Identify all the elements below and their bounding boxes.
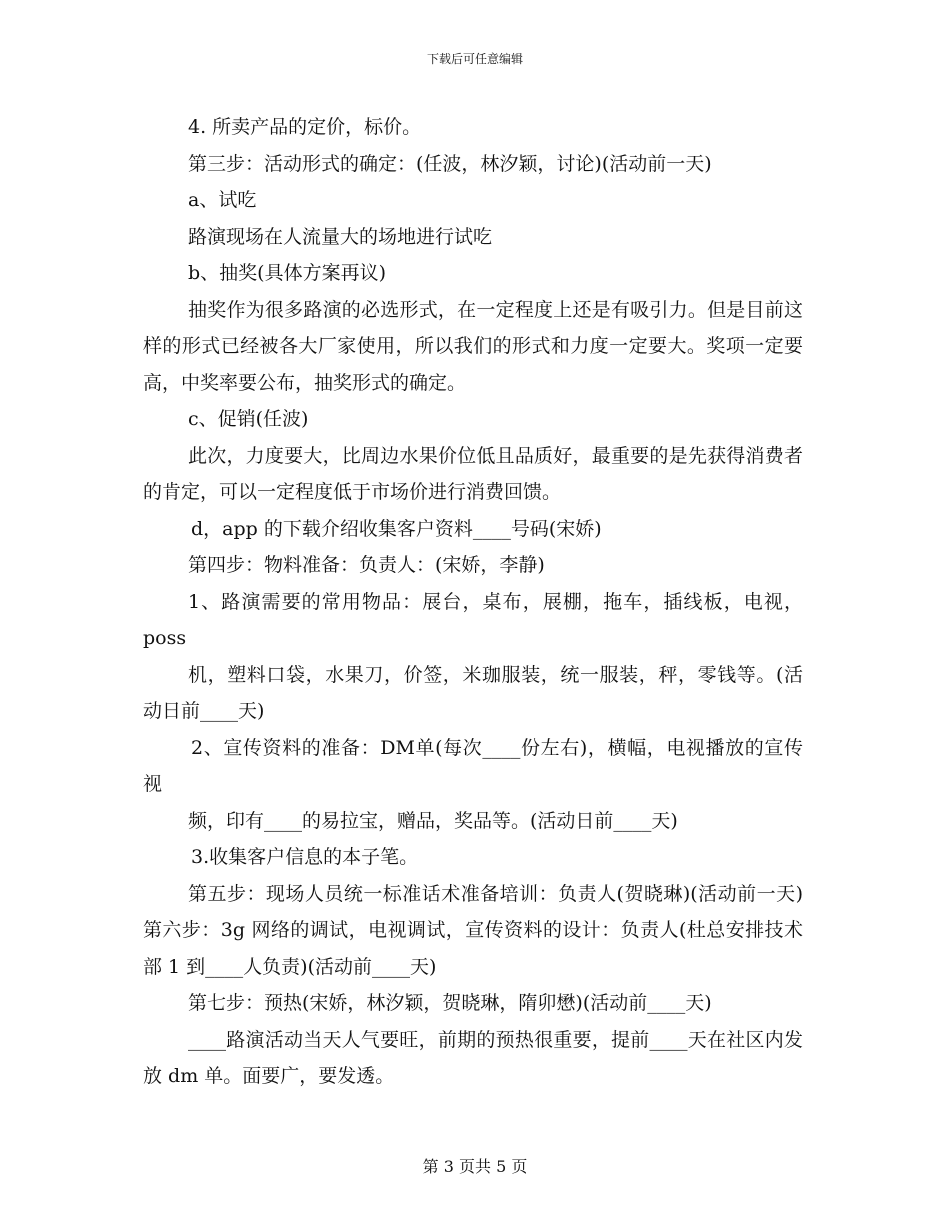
- paragraph: d，app 的下载介绍收集客户资料____号码(宋娇): [191, 517, 602, 540]
- document-body: [143, 109, 803, 1095]
- paragraph: 3.收集客户信息的本子笔。: [191, 846, 419, 868]
- paragraph: 抽奖作为很多路演的必选形式，在一定程度上还是有吸引力。但是目前这样的形式已经被各大厂家使用，所以我们的形式和力度一定要大。奖项一定要高，中奖率要公布，抽奖形式的确定。: [143, 298, 803, 394]
- paragraph: c、促销(任波): [188, 408, 309, 430]
- paragraph: 第七步：预热(宋娇，林汐颖，贺晓琳，隋卯懋)(活动前____天): [188, 992, 712, 1014]
- paragraph: 第三步：活动形式的确定：(任波，林汐颖，讨论)(活动前一天): [188, 152, 712, 175]
- paragraph: 4. 所卖产品的定价，标价。: [188, 116, 422, 138]
- paragraph: 第五步：现场人员统一标准话术准备培训：负责人(贺晓琳)(活动前一天)第六步：3g 网络的调试，电视调试，宣传资料的设计：负责人(杜总安排技术部 1 到____人负责)(活动前____天): [143, 882, 803, 978]
- paragraph: b、抽奖(具体方案再议): [188, 262, 386, 284]
- paragraph: 频，印有____的易拉宝，赠品，奖品等。(活动日前____天): [188, 809, 678, 832]
- paragraph: 此次，力度要大，比周边水果价位低且品质好，最重要的是先获得消费者的肯定，可以一定程度低于市场价进行消费回馈。: [143, 444, 803, 503]
- paragraph: 路演现场在人流量大的场地进行试吃: [188, 225, 493, 248]
- paragraph: 1、路演需要的常用物品：展台，桌布，展棚，拖车，插线板，电视，poss: [143, 590, 803, 649]
- paragraph: a、试吃: [188, 189, 257, 211]
- paragraph: ____路演活动当天人气要旺，前期的预热很重要，提前____天在社区内发放 dm 单。面要广，要发透。: [143, 1028, 803, 1087]
- page-footer: 第 3 页共 5 页: [422, 1157, 528, 1176]
- paragraph: 机，塑料口袋，水果刀，价签，米珈服装，统一服装，秤，零钱等。(活动日前____天): [143, 663, 803, 722]
- paragraph: 第四步：物料准备：负责人：(宋娇，李静): [188, 554, 545, 576]
- page-header: 下载后可任意编辑: [426, 52, 523, 66]
- paragraph: 2、宣传资料的准备：DM单(每次____份左右)，横幅，电视播放的宣传视: [143, 736, 803, 795]
